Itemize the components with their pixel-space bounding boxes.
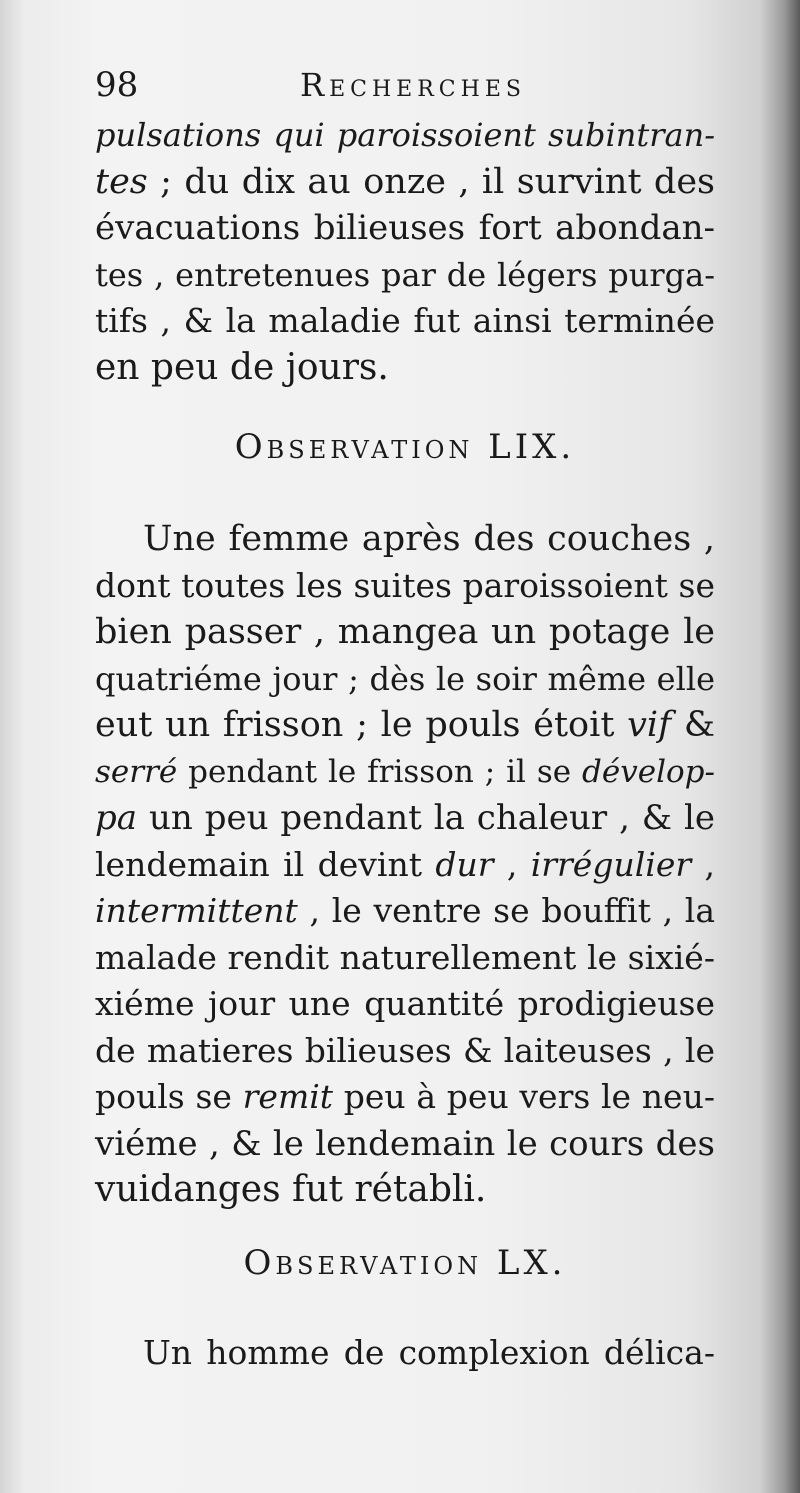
text-line: Une femme après des couches ,	[143, 519, 715, 559]
text-line	[95, 702, 715, 749]
text-fragment: , le ventre se bouffit , la	[297, 891, 715, 930]
text-line: quatriéme jour ; dès le soir même elle	[95, 659, 715, 698]
text-fragment: pouls se	[95, 1077, 243, 1116]
italic-word: dur	[435, 844, 494, 884]
text-fragment: peu à peu vers le neu-	[333, 1077, 715, 1116]
italic-word: pa	[95, 798, 138, 838]
text-fragment: pendant le frisson ; il se	[177, 753, 583, 790]
text-line: malade rendit naturellement le sixié-	[95, 937, 715, 977]
text-line: pulsations qui paroissoient subintran-	[95, 116, 715, 154]
italic-word: serré	[95, 753, 178, 790]
text-fragment: eut un frisson ; le pouls étoit	[95, 705, 628, 745]
text-line	[95, 749, 715, 796]
observation-60-paragraph	[95, 1330, 715, 1377]
section-heading-observation-59: Observation LIX.	[234, 427, 576, 467]
text-fragment: lendemain il devint	[95, 844, 436, 884]
italic-word: vif	[627, 705, 672, 745]
italic-word: intermittent	[95, 891, 298, 930]
text-line: tes , entretenues par de légers purga-	[95, 255, 715, 294]
text-line: tifs , & la maladie fut ainsi terminée	[95, 301, 715, 340]
text-fragment: ,	[691, 844, 715, 884]
running-head: Recherches	[300, 66, 526, 104]
text-fragment: &	[671, 705, 715, 745]
italic-word: tes	[95, 161, 148, 202]
continued-paragraph	[95, 112, 715, 391]
text-line: en peu de jours.	[95, 346, 389, 388]
page-number: 98	[95, 65, 139, 105]
text-line: évacuations bilieuses fort abondan-	[95, 208, 715, 248]
italic-word: irrégulier	[530, 844, 692, 884]
observation-59-paragraph	[95, 516, 715, 1214]
text-line	[95, 795, 715, 842]
italic-word: dévelop-	[582, 753, 715, 790]
text-line: xiéme jour une quantité prodigieuse	[95, 984, 715, 1023]
text-line: Un homme de complexion délica-	[143, 1333, 715, 1372]
text-line	[95, 888, 715, 935]
text-line	[95, 842, 715, 889]
text-fragment: ; du dix au onze , il survint des	[147, 161, 715, 202]
text-line: vuidanges fut rétabli.	[95, 1169, 487, 1210]
text-line: bien passer , mangea un potage le	[95, 612, 715, 652]
page-header	[95, 62, 715, 108]
text-line	[95, 159, 715, 206]
text-fragment: ,	[493, 844, 531, 884]
text-fragment: un peu pendant la chaleur , & le	[137, 798, 715, 838]
text-line: de matieres bilieuses & laiteuses , le	[95, 1030, 715, 1070]
text-line: viéme , & le lendemain le cours des	[95, 1123, 715, 1164]
section-heading-observation-60: Observation LX.	[243, 1243, 567, 1283]
text-line: dont toutes les suites paroissoient se	[95, 565, 715, 605]
italic-word: remit	[242, 1077, 334, 1116]
text-line	[95, 1074, 715, 1121]
